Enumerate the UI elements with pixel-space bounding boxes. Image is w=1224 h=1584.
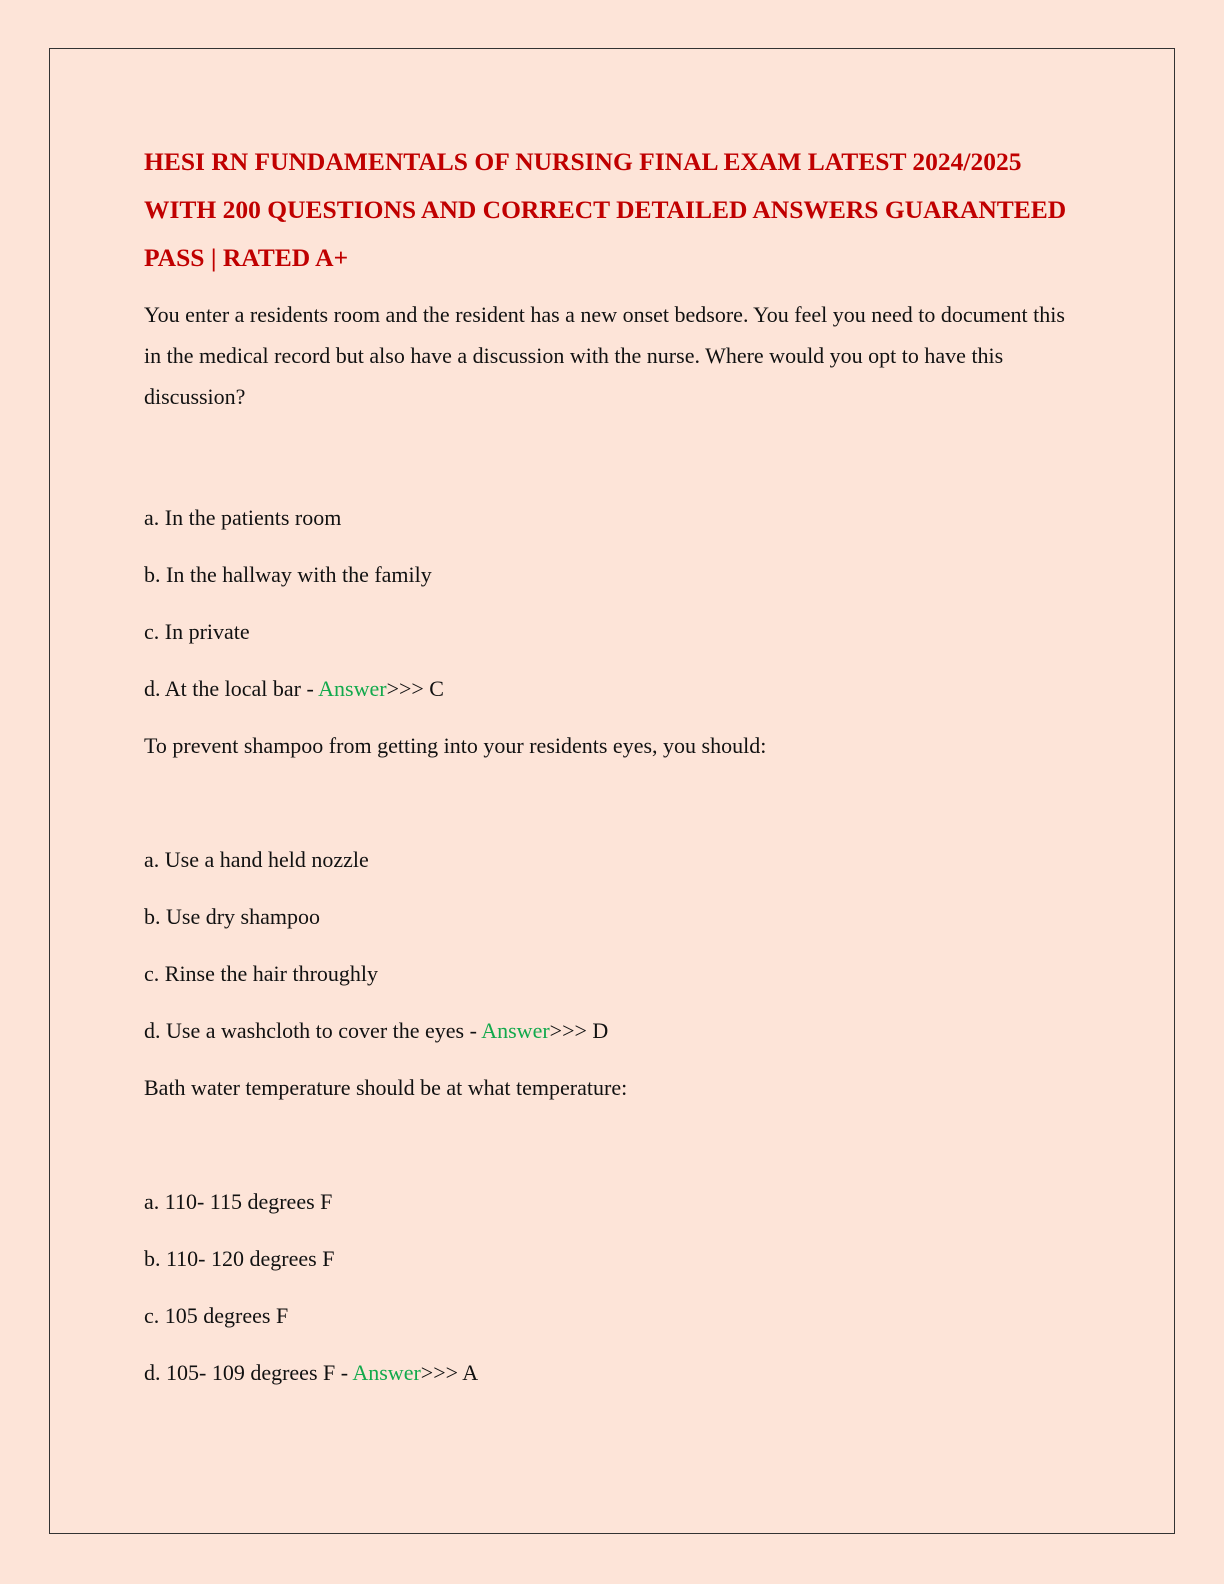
question-2-option-c: c. Rinse the hair throughly	[144, 961, 379, 986]
document-content	[144, 138, 1084, 1415]
question-2-answer-value: >>> D	[549, 1018, 609, 1043]
question-1-option-b: b. In the hallway with the family	[144, 562, 432, 587]
question-1-text: You enter a residents room and the resident has a new onset bedsore. You feel you need to document this in the medical record but also have a discussion with the nurse. Where would you opt to have this discussion?	[144, 302, 1065, 409]
spacer	[144, 761, 1084, 845]
question-2-answer-label: Answer	[481, 1018, 550, 1043]
question-2-option-d	[144, 1016, 1084, 1046]
question-1-option-c: c. In private	[144, 619, 250, 644]
question-3-option-b: b. 110- 120 degrees F	[144, 1246, 335, 1271]
document-title: HESI RN FUNDAMENTALS OF NURSING FINAL EXAM LATEST 2024/2025 WITH 200 QUESTIONS AND CORRECT DETAILED ANSWERS GUARANTEED PASS | RATED A+	[144, 147, 1067, 272]
question-2-option-a: a. Use a hand held nozzle	[144, 847, 369, 872]
question-3-option-a: a. 110- 115 degrees F	[144, 1189, 333, 1214]
spacer	[144, 1103, 1084, 1187]
question-2-text: To prevent shampoo from getting into your residents eyes, you should:	[144, 733, 767, 758]
question-2-option-d-text: d. Use a washcloth to cover the eyes -	[144, 1018, 482, 1043]
question-1-option-d-text: d. At the local bar -	[144, 676, 319, 701]
question-3-answer-label: Answer	[352, 1360, 421, 1385]
question-3-answer-value: >>> A	[420, 1360, 479, 1385]
question-1-answer-value: >>> C	[386, 676, 444, 701]
question-2-option-b: b. Use dry shampoo	[144, 904, 320, 929]
question-1-option-a: a. In the patients room	[144, 505, 342, 530]
question-3-option-d-text: d. 105- 109 degrees F -	[144, 1360, 353, 1385]
question-1-answer-label: Answer	[318, 676, 387, 701]
question-3-text: Bath water temperature should be at what temperature:	[144, 1075, 628, 1100]
spacer	[144, 417, 1084, 503]
question-3-option-d	[144, 1358, 1084, 1388]
question-1-option-d	[144, 674, 1084, 704]
question-3-option-c: c. 105 degrees F	[144, 1303, 289, 1328]
